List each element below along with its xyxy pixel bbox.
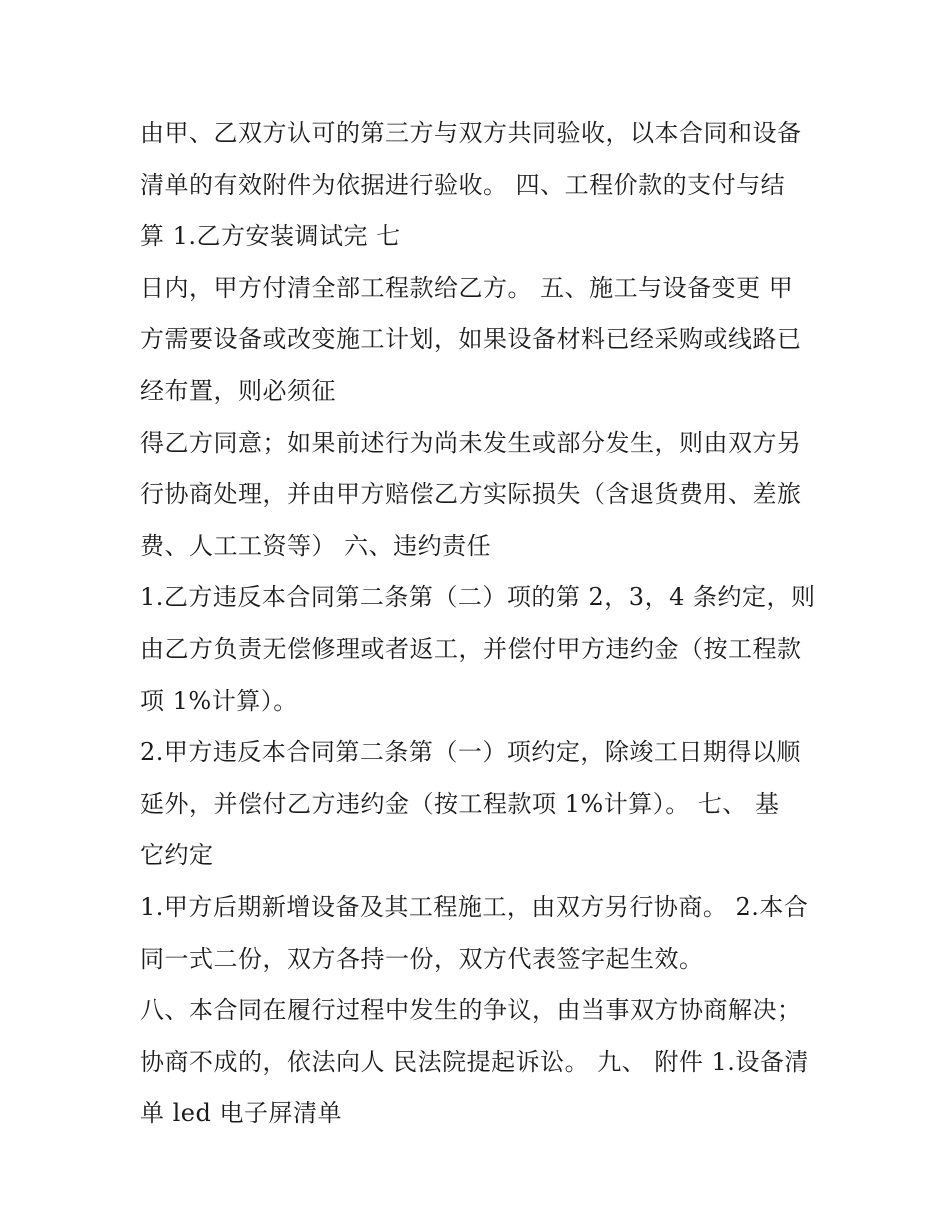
text-line: 经布置，则必须征 xyxy=(140,376,336,405)
text-line: 协商不成的，依法向人 民法院提起诉讼。 九、 附件 1.设备清 xyxy=(140,1047,809,1076)
text-line: 八、本合同在履行过程中发生的争议，由当事双方协商解决； xyxy=(140,996,802,1025)
text-line: 行协商处理，并由甲方赔偿乙方实际损失（含退货费用、差旅 xyxy=(140,480,802,509)
text-line: 日内，甲方付清全部工程款给乙方。 五、施工与设备变更 甲 xyxy=(140,273,794,302)
text-line: 它约定 xyxy=(140,841,214,870)
text-line: 方需要设备或改变施工计划，如果设备材料已经采购或线路已 xyxy=(140,325,802,354)
text-line: 费、人工工资等） 六、违约责任 xyxy=(140,531,492,560)
text-line: 单 led 电子屏清单 xyxy=(140,1099,342,1128)
text-line: 项 1%计算）。 xyxy=(140,686,298,715)
text-line: 清单的有效附件为依据进行验收。 四、工程价款的支付与结 xyxy=(140,170,786,199)
text-line: 1.乙方违反本合同第二条第（二）项的第 2，3，4 条约定，则 xyxy=(140,583,816,612)
text-line: 1.甲方后期新增设备及其工程施工，由双方另行协商。 2.本合 xyxy=(140,892,809,921)
text-line: 由甲、乙双方认可的第三方与双方共同验收，以本合同和设备 xyxy=(140,119,802,147)
text-line: 同一式二份，双方各持一份，双方代表签字起生效。 xyxy=(140,944,704,973)
text-line: 得乙方同意；如果前述行为尚未发生或部分发生，则由双方另 xyxy=(140,428,802,457)
text-line: 由乙方负责无偿修理或者返工，并偿付甲方违约金（按工程款 xyxy=(140,634,802,663)
text-line: 2.甲方违反本合同第二条第（一）项约定，除竣工日期得以顺 xyxy=(140,738,801,767)
text-line: 延外，并偿付乙方违约金（按工程款项 1%计算）。 七、 基 xyxy=(140,789,780,818)
text-line: 算 1.乙方安装调试完 七 xyxy=(140,222,401,251)
document-body xyxy=(140,108,820,1140)
